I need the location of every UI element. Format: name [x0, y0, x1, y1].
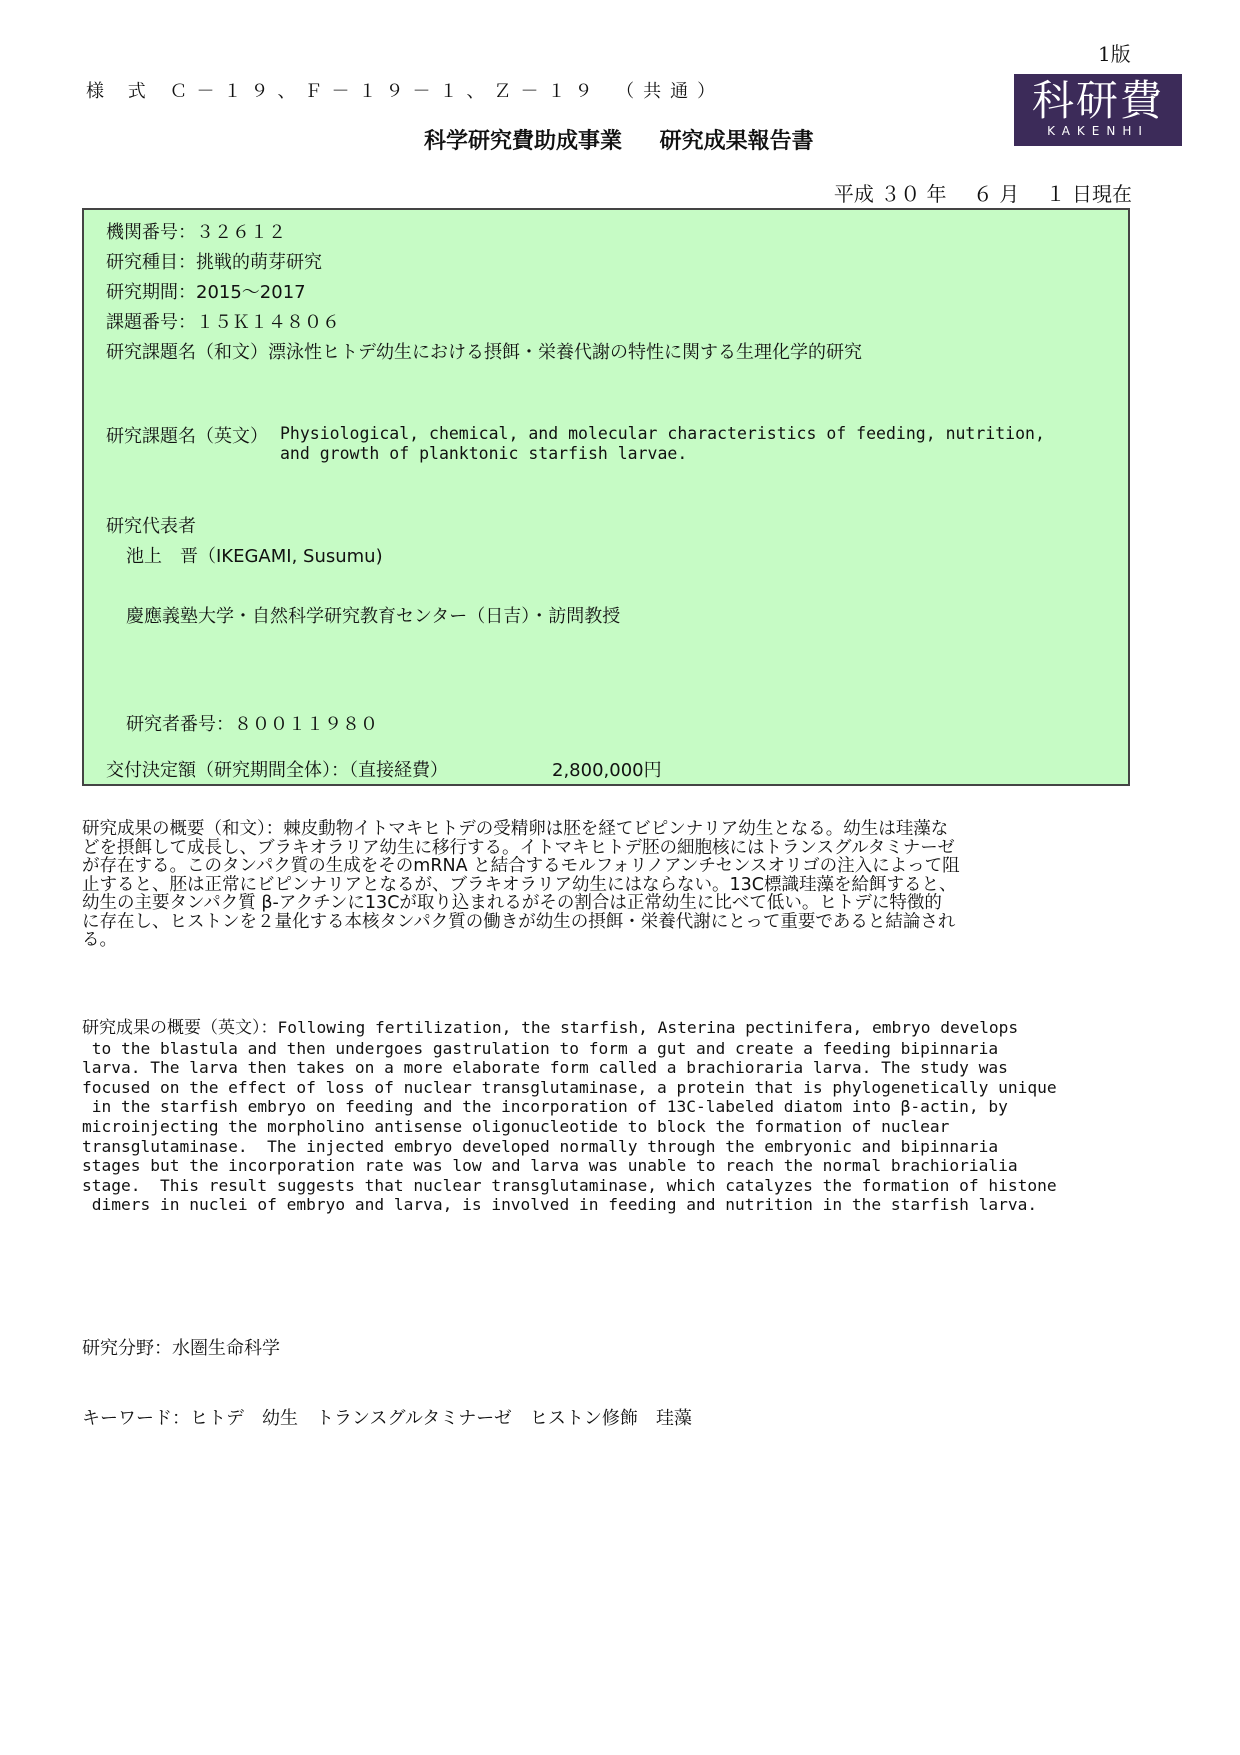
research-type: 研究種目：挑戦的萌芽研究 — [106, 252, 322, 273]
project-number: 課題番号：１５Ｋ１４８０６ — [106, 312, 340, 333]
project-title-en-label: 研究課題名（英文） — [106, 426, 268, 447]
document-title: 科学研究費助成事業 研究成果報告書 — [424, 129, 814, 154]
keywords: キーワード：ヒトデ 幼生 トランスグルタミナーゼ ヒストン修飾 珪藻 — [82, 1408, 692, 1429]
institution-number: 機関番号：３２６１２ — [106, 222, 286, 243]
representative-label: 研究代表者 — [106, 516, 196, 537]
edition-label: 1版 — [1098, 42, 1131, 66]
affiliation: 慶應義塾大学・自然科学研究教育センター（日吉）・訪問教授 — [126, 606, 621, 627]
representative-name: 池上 晋（IKEGAMI, Susumu) — [126, 546, 383, 567]
summary-jp-line: が存在する。このタンパク質の生成をそのmRNA と結合するモルフォリノアンチセンスオリゴの注入によって阻 — [82, 856, 960, 876]
summary-jp-line: 幼生の主要タンパク質 β-アクチンに13Cが取り込まれるがその割合は正常幼生に比べて低い。ヒトデに特徴的 — [82, 893, 942, 913]
summary-jp-line: 研究成果の概要（和文）：棘皮動物イトマキヒトデの受精卵は胚を経てビピンナリア幼生となる。幼生は珪藻な — [82, 819, 949, 839]
summary-en-line: dimers in nuclei of embryo and larva, is involved in feeding and nutrition in the starfish larva. — [82, 1195, 1038, 1215]
summary-en-line: larva. The larva then takes on a more elaborate form called a brachioraria larva. The study was — [82, 1058, 1008, 1078]
grant-label: 交付決定額（研究期間全体）：（直接経費） — [106, 760, 448, 781]
summary-jp-line: る。 — [82, 930, 117, 950]
summary-en-line: Following fertilization, the starfish, Asterina pectinifera, embryo develops — [277, 1018, 1019, 1037]
project-title-en-line1: Physiological, chemical, and molecular characteristics of feeding, nutrition, — [280, 424, 1045, 443]
research-field: 研究分野：水圏生命科学 — [82, 1338, 280, 1359]
summary-en-line: microinjecting the morpholino antisense oligonucleotide to block the formation of nuclear — [82, 1116, 950, 1136]
summary-jp-line: に存在し、ヒストンを２量化する本核タンパク質の働きが幼生の摂餌・栄養代謝にとって重要であると結論され — [82, 911, 956, 932]
grant-amount: 2,800,000円 — [552, 760, 662, 781]
summary-en — [82, 1018, 1082, 1215]
summary-jp — [82, 820, 1082, 950]
research-period: 研究期間：2015～2017 — [106, 282, 306, 303]
form-code: 様 式 Ｃ－１９、Ｆ－１９－１、Ｚ－１９ （共通） — [86, 81, 725, 102]
summary-jp-line: どを摂餌して成長し、ブラキオラリア幼生に移行する。イトマキヒトデ胚の細胞核にはトランスグルタミナーゼ — [82, 837, 955, 858]
kakenhi-logo — [1014, 74, 1182, 146]
summary-en-lead: 研究成果の概要（英文）： — [82, 1018, 278, 1038]
summary-en-line: to the blastula and then undergoes gastrulation to form a gut and create a feeding bipinnaria — [82, 1038, 999, 1058]
logo-roman: KAKENHI — [1047, 124, 1149, 138]
summary-en-line: focused on the effect of loss of nuclear transglutaminase, a protein that is phylogenetically unique — [82, 1077, 1057, 1097]
report-date: 平成 ３０ 年 ６ 月 １ 日現在 — [833, 182, 1132, 206]
summary-en-line: transglutaminase. The injected embryo developed normally through the embryonic and bipinnaria — [82, 1136, 999, 1156]
project-title-en-line2: and growth of planktonic starfish larvae. — [280, 444, 688, 463]
researcher-number: 研究者番号：８００１１９８０ — [126, 714, 378, 735]
project-info-box — [82, 208, 1130, 786]
summary-en-line: stages but the incorporation rate was low and larva was unable to reach the normal brachiorialia — [82, 1156, 1018, 1176]
summary-en-line: in the starfish embryo on feeding and the incorporation of 13C-labeled diatom into β-actin, by — [82, 1097, 1008, 1117]
project-title-jp: 研究課題名（和文）漂泳性ヒトデ幼生における摂餌・栄養代謝の特性に関する生理化学的研究 — [106, 342, 862, 363]
logo-kanji: 科研費 — [1031, 76, 1164, 125]
summary-jp-line: 止すると、胚は正常にビピンナリアとなるが、ブラキオラリア幼生にはならない。13C標識珪藻を給餌すると、 — [82, 874, 957, 895]
summary-en-line: stage. This result suggests that nuclear transglutaminase, which catalyzes the formation of histone — [82, 1175, 1057, 1195]
